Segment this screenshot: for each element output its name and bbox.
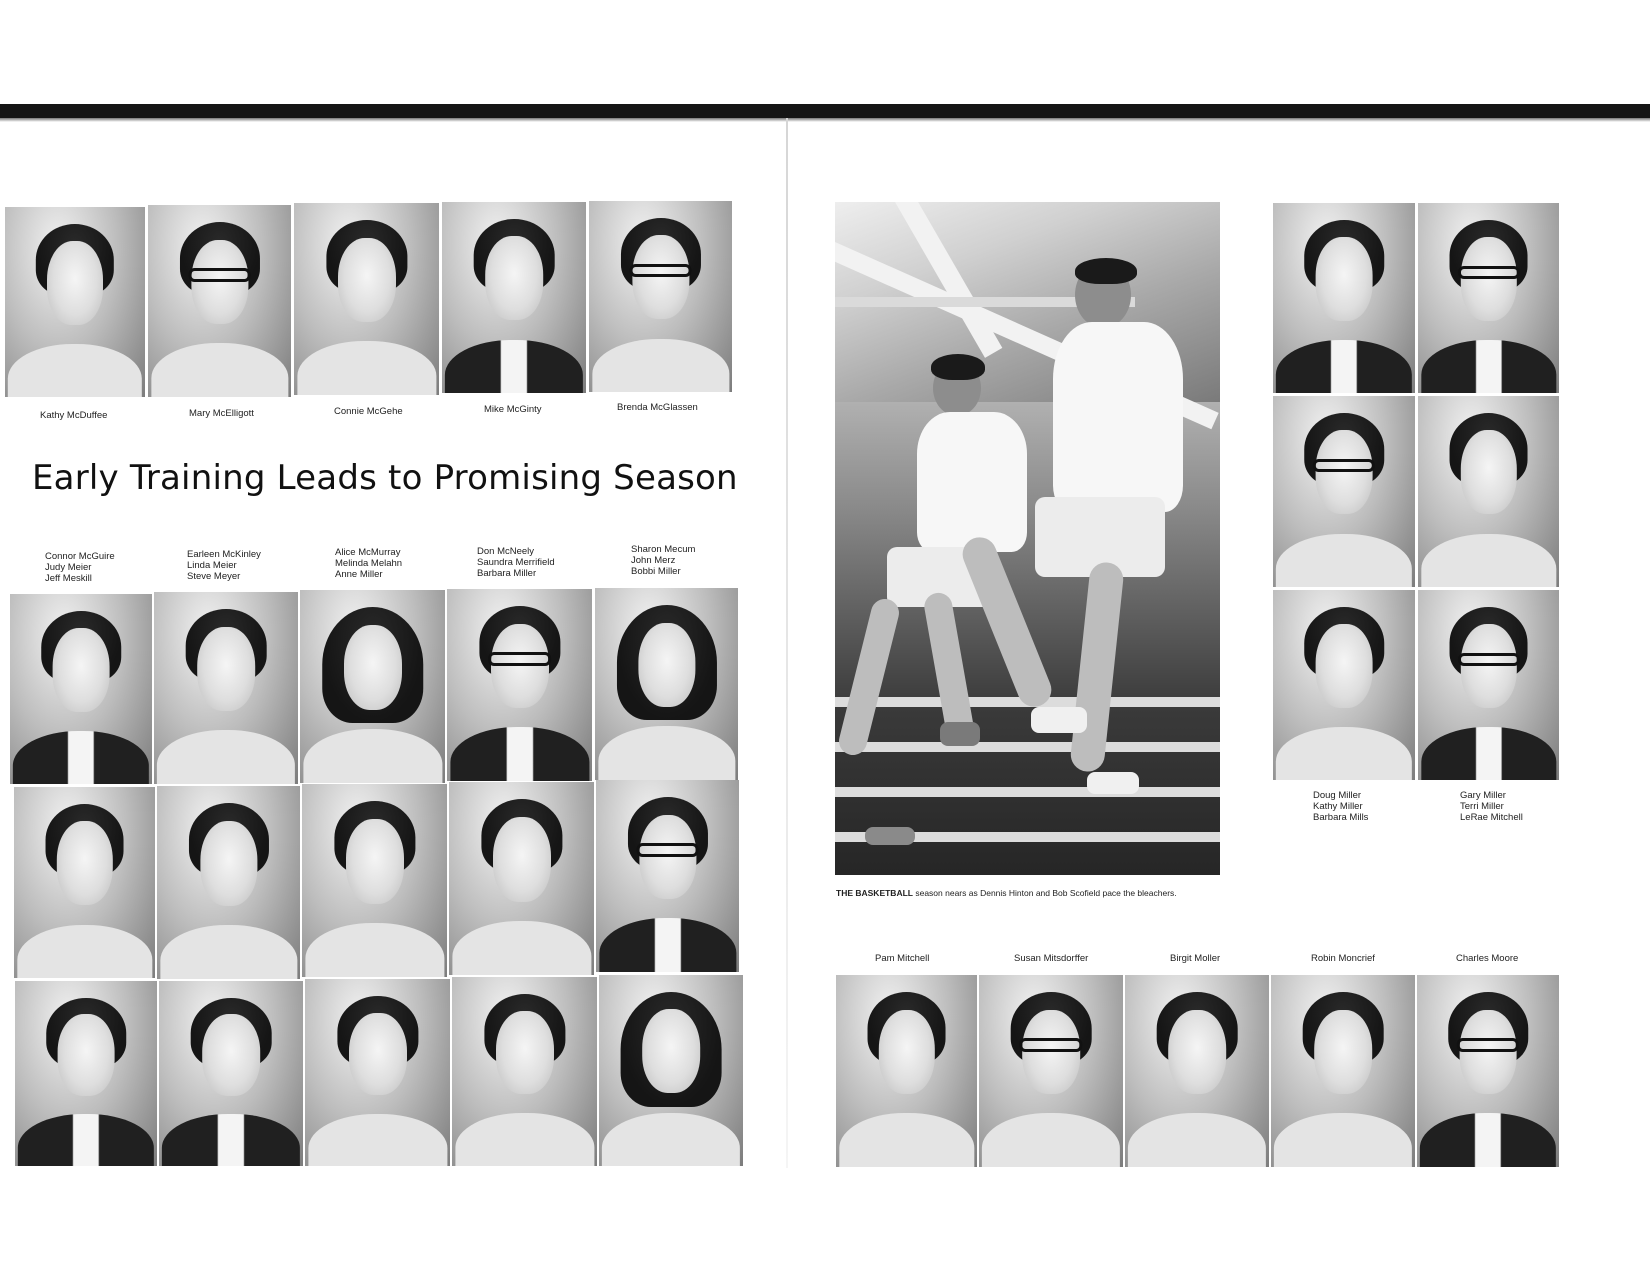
portrait-mary-mcelligott [148,205,291,397]
portrait-pam-mitchell [836,975,977,1167]
name-label: Gary Miller [1460,790,1506,801]
portrait-brenda-mcglassen [589,201,732,392]
name-label: Jeff Meskill [45,573,92,584]
portrait-connor-mcguire [10,594,152,784]
name-label: Pam Mitchell [875,953,930,964]
name-label: Terri Miller [1460,801,1504,812]
portrait-mike-mcginty [442,202,586,393]
name-label: Mary McElligott [189,408,254,419]
portrait-charles-moore [1417,975,1559,1167]
name-label: Barbara Mills [1313,812,1369,823]
name-label: Earleen McKinley [187,549,261,560]
name-label: Brenda McGlassen [617,402,698,413]
portrait-john-merz [596,780,739,972]
name-label: John Merz [631,555,676,566]
portrait-kathy-miller [1273,396,1415,587]
portrait-connie-mcgehe [294,203,439,395]
name-label: Saundra Merrifield [477,557,555,568]
name-label: Melinda Melahn [335,558,403,569]
portrait-doug-miller [1273,203,1415,393]
photo-caption [836,888,1177,898]
name-label: Doug Miller [1313,790,1362,801]
binding-shadow [0,118,1650,122]
name-label: Barbara Miller [477,568,537,579]
name-label: Birgit Moller [1170,953,1221,964]
name-label: Kathy McDuffee [40,410,108,421]
name-block [631,544,695,577]
page-headline: Early Training Leads to Promising Season [32,458,738,498]
name-label: Alice McMurray [335,547,401,558]
name-label: Don McNeely [477,546,535,557]
name-label: Sharon Mecum [631,544,696,555]
name-label: Charles Moore [1456,953,1519,964]
portrait-barbara-mills [1273,590,1415,780]
portrait-earleen-mckinley [154,592,298,784]
portrait-susan-mitsdorffer [979,975,1123,1167]
portrait-lerae-mitchell [1418,590,1559,780]
portrait-sharon-mecum [595,588,738,780]
portrait-barbara-miller [452,977,597,1166]
name-label: Robin Moncrief [1311,953,1375,964]
name-block [335,547,402,580]
name-block [45,551,115,584]
page-gutter [786,118,788,1168]
portrait-steve-meyer [159,981,303,1166]
portrait-judy-meier [14,787,155,978]
name-block [477,546,555,579]
name-label: Kathy Miller [1313,801,1363,812]
name-block [1460,790,1523,823]
name-label: Linda Meier [187,560,237,571]
portrait-linda-meier [157,786,300,979]
portrait-kathy-mcduffee [5,207,145,397]
name-block [1313,790,1368,823]
portrait-bobbi-miller [599,975,743,1166]
portrait-terri-miller [1418,396,1559,587]
name-label: Steve Meyer [187,571,241,582]
name-label: Judy Meier [45,562,92,573]
portrait-melinda-melahn [302,784,447,977]
portrait-gary-miller [1418,203,1559,393]
name-label: Connor McGuire [45,551,115,562]
portrait-anne-miller [305,979,450,1166]
name-label: Mike McGinty [484,404,542,415]
name-label: Bobbi Miller [631,566,681,577]
portrait-robin-moncrief [1271,975,1415,1167]
binding-edge [0,104,1650,118]
portrait-jeff-meskill [15,981,157,1166]
portrait-alice-mcmurray [300,590,445,783]
portrait-saundra-merrifield [449,782,594,975]
basketball-training-photo [835,202,1220,875]
portrait-don-mcneely [447,589,592,781]
name-label: LeRae Mitchell [1460,812,1523,823]
name-block [187,549,261,582]
photo-caption-lead: THE BASKETBALL [836,888,913,898]
name-label: Anne Miller [335,569,383,580]
photo-caption-text: season nears as Dennis Hinton and Bob Scofield pace the bleachers. [912,888,1177,898]
portrait-birgit-moller [1125,975,1269,1167]
name-label: Connie McGehe [334,406,403,417]
name-label: Susan Mitsdorffer [1014,953,1089,964]
